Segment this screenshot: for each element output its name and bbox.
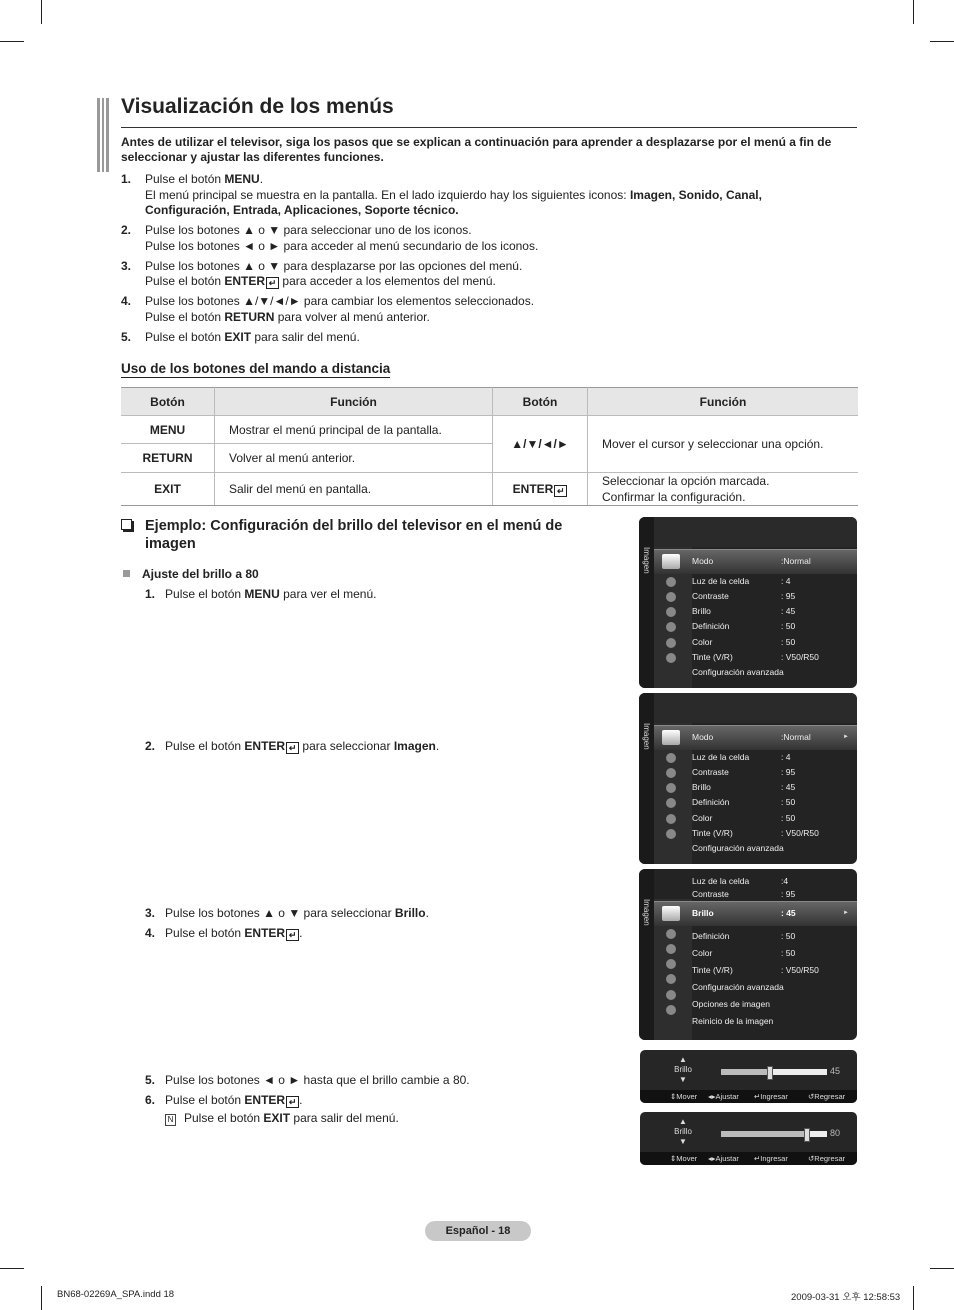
right-arrow-icon: ► [843,734,849,740]
crop-mark [913,1286,914,1310]
square-bullet-icon [123,570,130,577]
crop-mark [930,1268,954,1269]
slider-fill [721,1131,806,1137]
checkbox-bullet-icon [121,519,132,530]
sound-icon [666,929,676,939]
osd-row: Tinte (V/R) : V50/R50 [692,828,819,838]
example-step: 1. Pulse el botón MENU para ver el menú. [145,587,377,601]
page-number-badge: Español - 18 [425,1221,531,1241]
intro-text: Antes de utilizar el televisor, siga los pasos que se explican a continuación para aprender a desplazarse por el menú a fin de seleccionar y ajustar las diferentes funciones. [121,135,832,164]
osd-menu-panel: Imagen Modo :Normal ► Luz de la celda : 4 Contraste : 95 Brillo : 45 Definición : 50 Color : 50 Tinte (V/R) : V50/R50 Configuración avanzada [639,693,857,864]
enter-icon: ↵ [286,742,299,754]
brightness-slider-panel: ▲ Brillo ▼ 45 ⇕ Mover ◂▸ Ajustar ↵ Ingresar ↺ Regresar [640,1050,857,1103]
osd-row: Configuración avanzada [692,982,784,992]
help-bar: ⇕ Mover ◂▸ Ajustar ↵ Ingresar ↺ Regresar [640,1090,857,1103]
channel-icon [666,768,676,778]
osd-row: Configuración avanzada [692,667,784,677]
osd-row: Modo :Normal [692,732,811,742]
channel-icon [666,944,676,954]
osd-row: Definición : 50 [692,797,796,807]
picture-icon [662,730,680,745]
footer-timestamp: 2009-03-31 오후 12:58:53 [791,1292,901,1303]
support-icon [666,829,676,839]
section-subheading: Uso de los botones del mando a distancia [121,361,391,376]
slider-thumb[interactable] [804,1128,810,1142]
osd-row-selected: Brillo : 45 [692,908,796,918]
crop-mark [0,41,24,42]
right-arrow-icon: ► [843,910,849,916]
step: 4. Pulse los botones ▲/▼/◄/► para cambiar los elementos seleccionados. Pulse el botón RETURN para volver al menú anterior. [121,294,535,324]
note-icon: N [165,1114,176,1126]
crop-mark [913,0,914,24]
enter-icon: ↵ [286,1096,299,1108]
step: 2. Pulse los botones ▲ o ▼ para seleccionar uno de los iconos. Pulse los botones ◄ o ► para acceder al menú secundario de los iconos. [121,223,539,253]
osd-menu-panel: Imagen Luz de la celda :4 Contraste : 95 Brillo : 45 ► Definición : 50 Color : 50 Tinte (V/R) : V50/R50 Configuración avanzada Opciones de imagen Reinicio de la imagen [639,869,857,1040]
osd-row: Contraste : 95 [692,889,796,899]
example-step: 3. Pulse los botones ▲ o ▼ para seleccionar Brillo. [145,906,429,920]
example-step: 4. Pulse el botón ENTER ↵ . [145,926,303,940]
picture-icon [662,906,680,921]
slider-track[interactable] [721,1069,827,1075]
osd-row: Luz de la celda : 4 [692,576,791,586]
step: 1. Pulse el botón MENU. El menú principal se muestra en la pantalla. En el lado izquierdo hay los siguientes iconos: Imagen, Sonido, Canal, Configuración, Entrada, Aplicaciones, Soporte técnico. [121,172,762,217]
ajuste-heading: Ajuste del brillo a 80 [123,566,259,582]
page-title: Visualización de los menús [121,95,394,118]
osd-row: Color : 50 [692,948,796,958]
osd-row: Brillo : 45 [692,606,796,616]
note: N Pulse el botón EXIT para salir del menú. [165,1110,399,1126]
osd-row: Reinicio de la imagen [692,1016,774,1026]
osd-row: Brillo : 45 [692,782,796,792]
osd-row: Configuración avanzada [692,843,784,853]
crop-mark [41,1286,42,1310]
enter-icon: ↵ [286,929,299,941]
crop-mark [0,1268,24,1269]
example-step: 5. Pulse los botones ◄ o ► hasta que el brillo cambie a 80. [145,1073,470,1087]
application-icon [666,814,676,824]
osd-row: Tinte (V/R) : V50/R50 [692,652,819,662]
input-icon [666,798,676,808]
slider-fill [721,1069,769,1075]
osd-row: Definición : 50 [692,931,796,941]
slider-thumb[interactable] [767,1066,773,1080]
osd-row: Definición : 50 [692,621,796,631]
step: 5. Pulse el botón EXIT para salir del menú. [121,329,360,344]
input-icon [666,974,676,984]
osd-row: Luz de la celda : 4 [692,752,791,762]
slider-track[interactable] [721,1131,827,1137]
title-bars [97,98,109,172]
table-row: EXIT Salir del menú en pantalla. ENTER ↵ Seleccionar la opción marcada. Confirmar la configuración. [121,473,858,506]
picture-icon [662,554,680,569]
sound-icon [666,753,676,763]
title-rule [121,127,857,128]
footer-file-info: BN68-02269A_SPA.indd 18 [57,1289,175,1300]
osd-row: Luz de la celda :4 [692,876,789,886]
osd-row: Contraste : 95 [692,767,796,777]
osd-menu-panel: Imagen Modo :Normal Luz de la celda : 4 Contraste : 95 Brillo : 45 Definición : 50 Color : 50 Tinte (V/R) : V50/R50 Configuración avanzada [639,517,857,688]
osd-row: Modo :Normal [692,556,811,566]
table-row: RETURN Volver al menú anterior. [121,444,858,473]
example-heading: Ejemplo: Configuración del brillo del televisor en el menú de imagen [121,517,591,553]
crop-mark [41,0,42,24]
setup-icon [666,959,676,969]
enter-icon: ↵ [266,277,279,289]
osd-row: Color : 50 [692,637,796,647]
steps-list [121,172,856,350]
setup-icon [666,607,676,617]
application-icon [666,990,676,1000]
setup-icon [666,783,676,793]
enter-icon: ↵ [554,485,567,497]
crop-mark [930,41,954,42]
osd-row: Tinte (V/R) : V50/R50 [692,965,819,975]
osd-row: Color : 50 [692,813,796,823]
support-icon [666,653,676,663]
table-row: MENU Mostrar el menú principal de la pantalla. ▲/▼/◄/► Mover el cursor y seleccionar una opción. [121,416,858,444]
remote-buttons-table [121,387,858,506]
support-icon [666,1005,676,1015]
osd-row: Contraste : 95 [692,591,796,601]
osd-row: Opciones de imagen [692,999,770,1009]
table-header-row: Botón Función Botón Función [121,388,858,416]
example-step: 6. Pulse el botón ENTER ↵ . [145,1093,303,1107]
channel-icon [666,592,676,602]
sound-icon [666,577,676,587]
step: 3. Pulse los botones ▲ o ▼ para desplazarse por las opciones del menú. Pulse el botón ENTER ↵ para acceder a los elementos del menú. [121,258,523,288]
brightness-slider-panel: ▲ Brillo ▼ 80 ⇕ Mover ◂▸ Ajustar ↵ Ingresar ↺ Regresar [640,1112,857,1165]
input-icon [666,622,676,632]
help-bar: ⇕ Mover ◂▸ Ajustar ↵ Ingresar ↺ Regresar [640,1152,857,1165]
example-step: 2. Pulse el botón ENTER ↵ para seleccionar Imagen. [145,739,440,753]
application-icon [666,638,676,648]
